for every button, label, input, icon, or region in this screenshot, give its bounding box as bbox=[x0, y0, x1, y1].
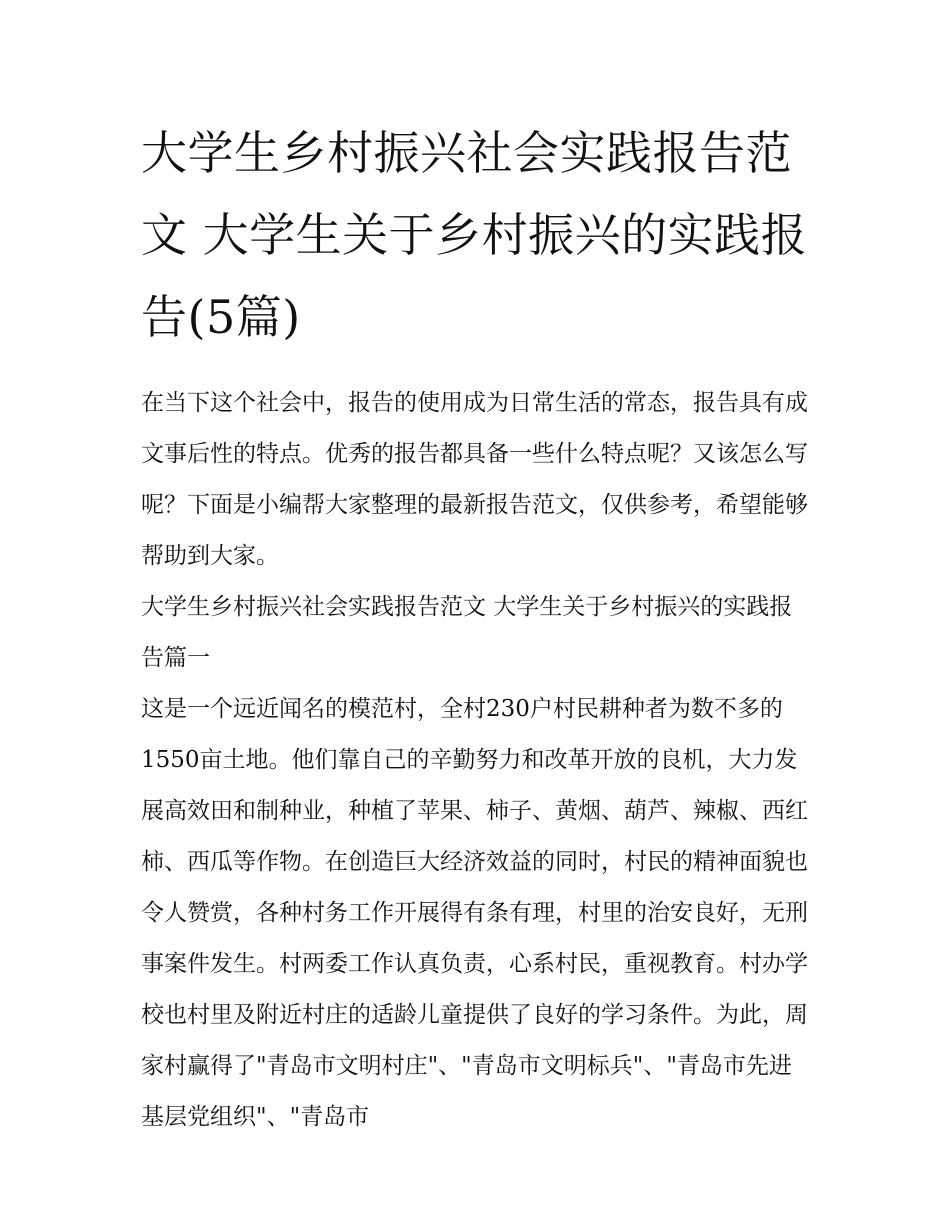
body-paragraph: 这是一个远近闻名的模范村，全村230户村民耕种者为数不多的1550亩土地。他们靠自己的辛勤努力和改革开放的良机，大力发展高效田和制种业，种植了苹果、柿子、黄烟、葫芦、辣椒、西红柿、西瓜等作物。在创造巨大经济效益的同时，村民的精神面貌也令人赞赏，各种村务工作开展得有条有理，村里的治安良好，无刑事案件发生。村两委工作认真负责，心系村民，重视教育。村办学校也村里及附近村庄的适龄儿童提供了良好的学习条件。为此，周家村赢得了"青岛市文明村庄"、"青岛市文明标兵"、"青岛市先进基层党组织"、"青岛市 bbox=[141, 696, 808, 1130]
section-heading: 大学生乡村振兴社会实践报告范文 大学生关于乡村振兴的实践报告篇一 bbox=[141, 594, 793, 671]
document-page bbox=[141, 112, 813, 1143]
intro-paragraph: 在当下这个社会中，报告的使用成为日常生活的常态，报告具有成文事后性的特点。优秀的报告都具备一些什么特点呢？又该怎么写呢？下面是小编帮大家整理的最新报告范文，仅供参考，希望能够帮助到大家。 bbox=[141, 390, 808, 569]
document-title: 大学生乡村振兴社会实践报告范文 大学生关于乡村振兴的实践报告(5篇) bbox=[141, 126, 808, 344]
